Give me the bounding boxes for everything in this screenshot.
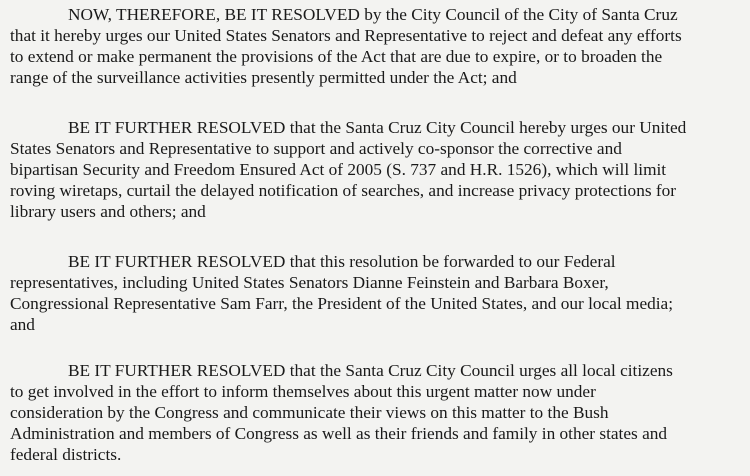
text-line: States Senators and Representative to support and actively co-sponsor the corrective and — [10, 139, 622, 158]
text-line: BE IT FURTHER RESOLVED that this resolution be forwarded to our Federal — [68, 252, 616, 271]
text-line: NOW, THEREFORE, BE IT RESOLVED by the City Council of the City of Santa Cruz — [68, 5, 678, 24]
text-line: that it hereby urges our United States Senators and Representative to reject and defeat any efforts — [10, 26, 682, 45]
text-line: roving wiretaps, curtail the delayed notification of searches, and increase privacy protections for — [10, 181, 677, 200]
resolution-paragraph-1 — [10, 4, 750, 88]
text-line: representatives, including United States Senators Dianne Feinstein and Barbara Boxer, — [10, 273, 609, 292]
text-line: BE IT FURTHER RESOLVED that the Santa Cruz City Council hereby urges our United — [68, 118, 687, 137]
text-line: and — [10, 315, 35, 334]
text-line: to extend or make permanent the provisions of the Act that are due to expire, or to broaden the — [10, 47, 663, 66]
text-line: Administration and members of Congress as well as their friends and family in other states and — [10, 424, 668, 443]
text-line: BE IT FURTHER RESOLVED that the Santa Cruz City Council urges all local citizens — [68, 361, 673, 380]
resolution-paragraph-4 — [10, 360, 750, 465]
text-line: federal districts. — [10, 445, 122, 464]
text-line: bipartisan Security and Freedom Ensured Act of 2005 (S. 737 and H.R. 1526), which will limit — [10, 160, 667, 179]
text-line: range of the surveillance activities presently permitted under the Act; and — [10, 68, 517, 87]
resolution-paragraph-2 — [10, 117, 750, 222]
text-line: consideration by the Congress and communicate their views on this matter to the Bush — [10, 403, 609, 422]
resolution-paragraph-3 — [10, 251, 750, 335]
text-line: to get involved in the effort to inform themselves about this urgent matter now under — [10, 382, 596, 401]
text-line: library users and others; and — [10, 202, 206, 221]
text-line: Congressional Representative Sam Farr, the President of the United States, and our local media; — [10, 294, 674, 313]
